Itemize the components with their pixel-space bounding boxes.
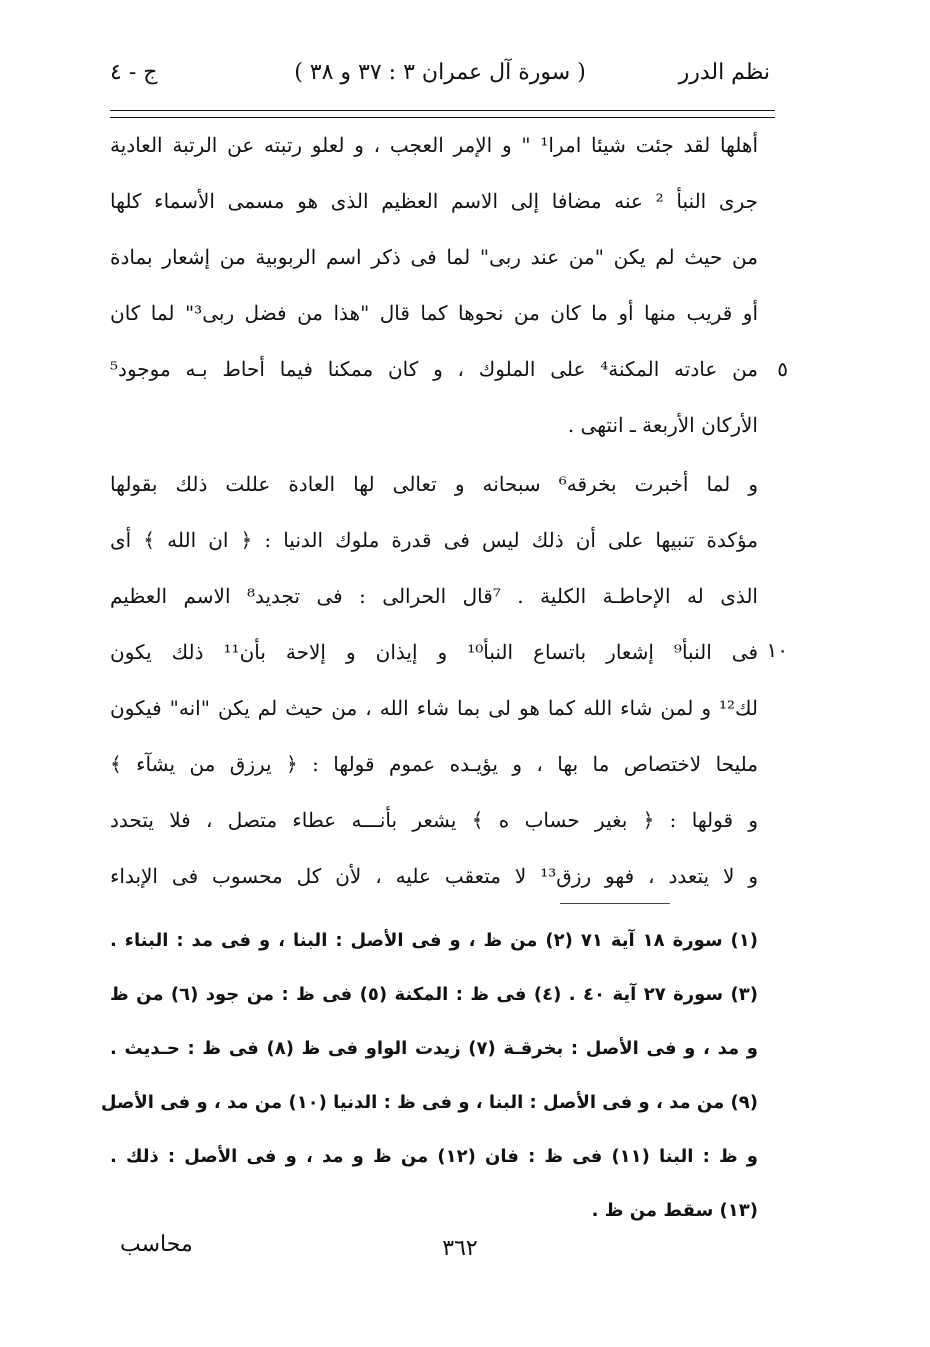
line-number-10: ١٠ (766, 638, 788, 662)
running-header (110, 60, 770, 100)
text-line: مؤكدة تنبيها على أن ذلك ليس فى قدرة ملوك الدنيا : ﴿ ان الله ﴾ أى (110, 528, 758, 552)
footnotes (100, 914, 759, 1238)
surah-reference: ( سورة آل عمران ٣ : ٣٧ و ٣٨ ) (294, 60, 586, 85)
text-line: فى النبأ⁹ إشعار باتساع النبأ¹⁰ و إيذان و إلاحة بأن¹¹ ذلك يكون (110, 640, 759, 664)
footnote-line: و ظ : البنا (١١) فى ظ : فان (١٢) من ظ و مد ، و فى الأصل : ذلك . (110, 1146, 758, 1167)
text-line: الأركان الأربعة ـ انتهى . (567, 413, 758, 437)
text-line: جرى النبأ ² عنه مضافا إلى الاسم العظيم الذى هو مسمى الأسماء كلها (110, 189, 758, 213)
text-line: من حيث لم يكن "من عند ربى" لما فى ذكر اسم الربوبية من إشعار بمادة (110, 245, 758, 269)
text-line: و لا يتعدد ، فهو رزق¹³ لا متعقب عليه ، لأن كل محسوب فى الإبداء (110, 864, 759, 888)
page-number: ٣٦٢ (442, 1236, 478, 1261)
footnote-line: و مد ، و فى الأصل : بخرقـة (٧) زيدت الواو فى ظ (٨) فى ظ : حـديث . (110, 1038, 758, 1059)
catchword: محاسب (120, 1232, 193, 1257)
footnote-line: (٩) من مد ، و فى الأصل : البنا ، و فى ظ : الدنيا (١٠) من مد ، و فى الأصل (100, 1092, 758, 1113)
footnote-line: (١) سورة ١٨ آية ٧١ (٢) من ظ ، و فى الأصل : البنا ، و فى مد : البناء . (110, 930, 759, 951)
book-title: نظم الدرر (678, 60, 770, 85)
footnote-line: (١٣) سقط من ظ . (591, 1200, 758, 1221)
header-rule-top (110, 110, 775, 111)
text-line: و قولها : ﴿ بغير حساب ه ﴾ يشعر بأنـــه عطاء متصل ، فلا يتحدد (110, 808, 758, 832)
text-line: لك¹² و لمن شاء الله كما هو لى بما شاء الله ، من حيث لم يكن "انه" فيكون (110, 696, 758, 720)
text-line: و لما أخبرت بخرقه⁶ سبحانه و تعالى لها العادة عللت ذلك بقولها (110, 472, 759, 496)
text-line: أهلها لقد جئت شيئا امرا¹ " و الإمر العجب ، و لعلو رتبته عن الرتبة العادية (110, 133, 758, 157)
line-number-5: ٥ (777, 357, 788, 381)
text-line: من عادته المكنة⁴ على الملوك ، و كان ممكنا فيما أحاط بـه موجود⁵ (110, 357, 759, 381)
text-line: مليحا لاختصاص ما بها ، و يؤيـده عموم قولها : ﴿ يرزق من يشآء ﴾ (110, 752, 758, 776)
footnote-line: (٣) سورة ٢٧ آية ٤٠ . (٤) فى ظ : المكنة (٥) فى ظ : من جود (٦) من ظ (110, 984, 758, 1005)
main-text-paragraph-1 (110, 117, 758, 453)
volume-number: ج - ٤ (110, 60, 158, 85)
text-line: أو قريب منها أو ما كان من نحوها كما قال "هذا من فضل ربى³" لما كان (110, 301, 758, 325)
footnote-divider (560, 903, 670, 904)
text-line: الذى له الإحاطـة الكلية . ⁷قال الحرالى : فى تجديد⁸ الاسم العظيم (110, 584, 758, 608)
main-text-paragraph-2 (110, 456, 758, 904)
